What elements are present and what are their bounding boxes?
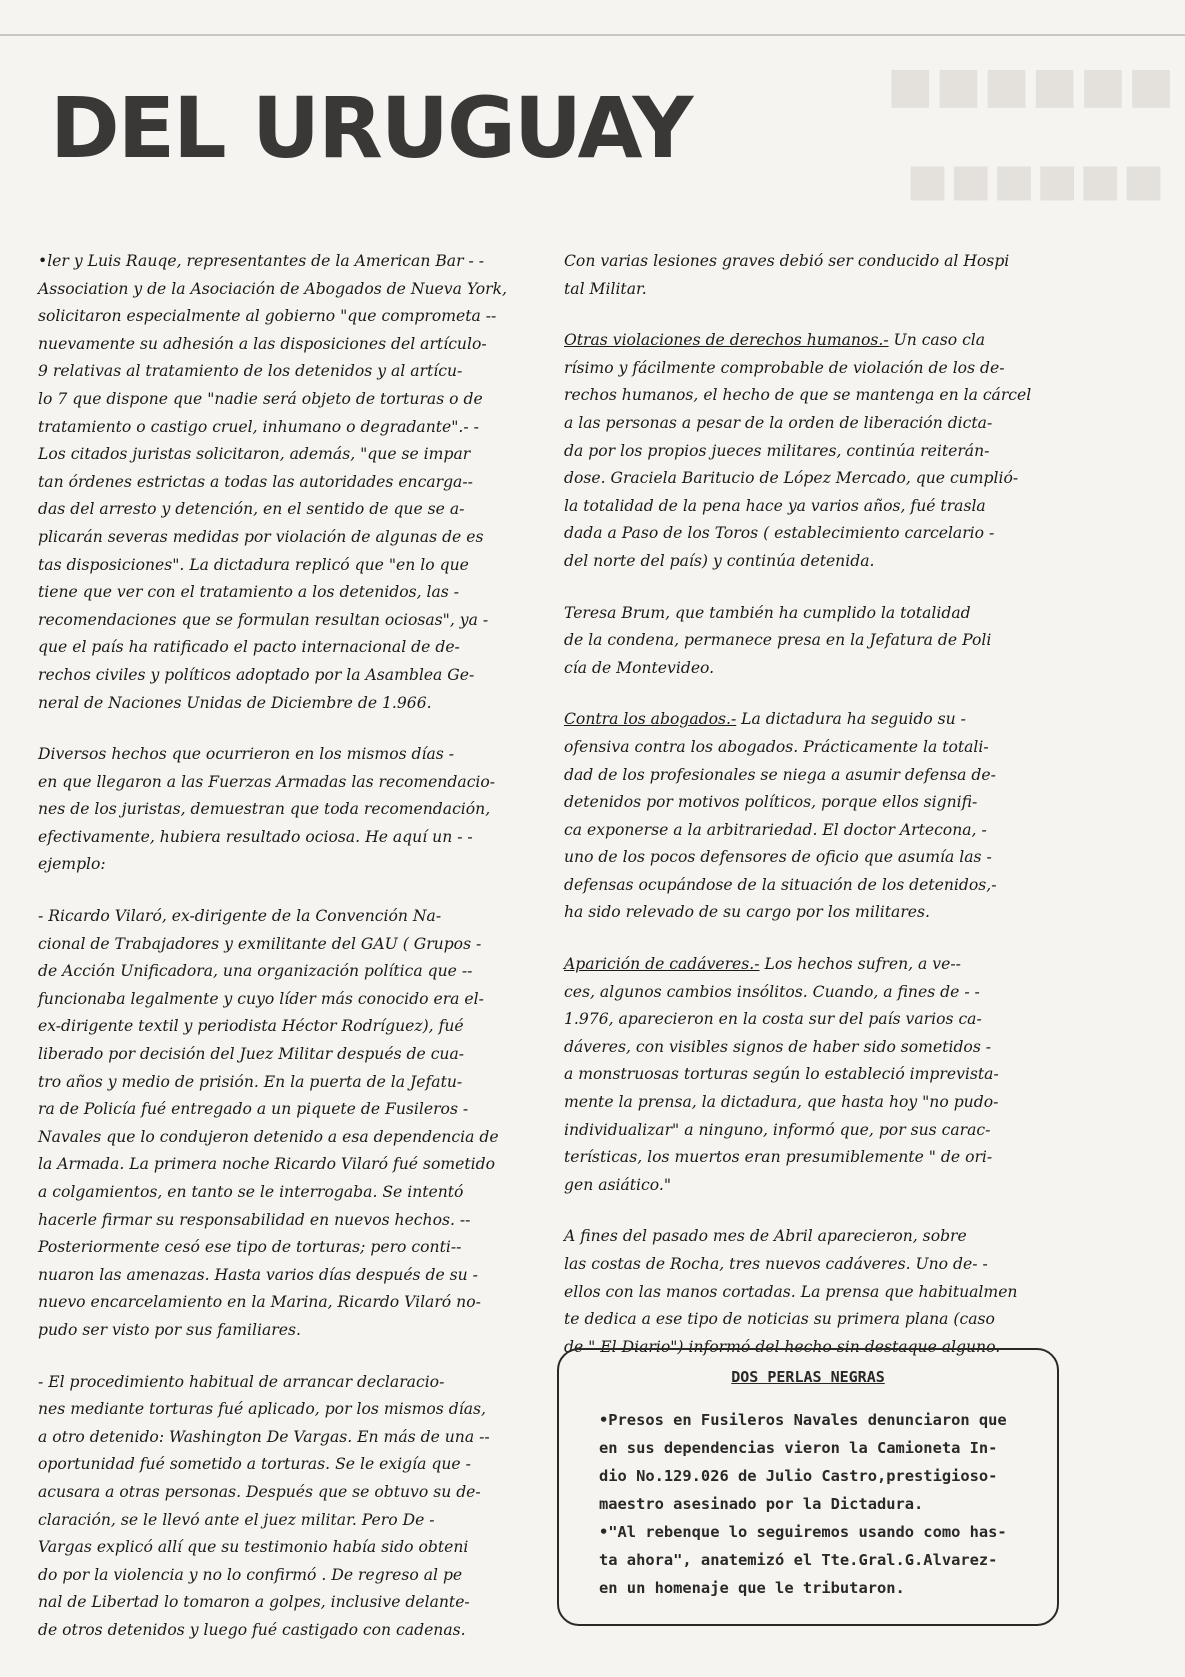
article-paragraph: Teresa Brum, que también ha cumplido la totalidad de la condena, permanece presa en la Jefatura de Poli cía de Montevideo.	[564, 603, 992, 677]
article-paragraph	[564, 951, 1089, 1199]
article-paragraph: A fines del pasado mes de Abril aparecieron, sobre las costas de Rocha, tres nuevos cadáveres. Uno de- - ellos con las manos cortadas. La prensa que habitualmen te dedica a ese tipo de noticias su primera plana (caso de " El Diario") informó del hecho sin destaque alguno.	[564, 1227, 1018, 1356]
bleed-through-text: ◼◼◼◼◼◼	[906, 150, 1165, 210]
paragraph-text: Los hechos sufren, a ve-- ces, algunos cambios insólitos. Cuando, a fines de - - 1.976, aparecieron en la costa sur del país varios ca- dáveres, con visibles signos de haber sido sometidos - a monstruosas torturas según lo estableció imprevista- mente la prensa, la dictadura, que hasta hoy "no pudo- individualizar" a ninguno, informó que, por sus carac- terísticas, los muertos eran presumiblemente " de ori- gen asiático."	[564, 955, 999, 1194]
paragraph-text: Un caso cla rísimo y fácilmente comprobable de violación de los de- rechos humanos, el hecho de que se mantenga en la cárcel a las personas a pesar de la orden de liberación dicta- da por los propios jueces militares, continúa reiterán- dose. Graciela Baritucio de López Mercado, que cumplió- la totalidad de la pena hace ya varios años, fué trasla dada a Paso de los Toros ( establecimiento carcelario - del norte del país) y continúa detenida.	[564, 331, 1032, 570]
article-paragraph: - Ricardo Vilaró, ex-dirigente de la Convención Na- cional de Trabajadores y exmilitante del GAU ( Grupos - de Acción Unificadora, una organización política que -- funcionaba legalmente y cuyo líder más conocido era el- ex-dirigente textil y periodista Héctor Rodríguez), fué liberado por decisión del Juez Militar después de cua- tro años y medio de prisión. En la puerta de la Jefatu- ra de Policía fué entregado a un piquete de Fusileros - Navales que lo condujeron detenido a esa dependencia de la Armada. La primera noche Ricardo Vilaró fué sometido a colgamientos, en tanto se le interrogaba. Se intentó hacerle firmar su responsabilidad en nuevos hechos. -- Posteriormente cesó ese tipo de torturas; pero conti-- nuaron las amenazas. Hasta varios días después de su - nuevo encarcelamiento en la Marina, Ricardo Vilaró no- pudo ser visto por sus familiares.	[38, 907, 499, 1339]
article-paragraph	[564, 327, 1089, 575]
article-paragraph: Diversos hechos que ocurrieron en los mismos días - en que llegaron a las Fuerzas Armadas las recomendacio- nes de los juristas, demuestran que toda recomendación, efectivamente, hubiera resultado ociosa. He aquí un - - ejemplo:	[38, 745, 496, 874]
paragraph-text: La dictadura ha seguido su - ofensiva contra los abogados. Prácticamente la totali- dad de los profesionales se niega a asumir defensa de- detenidos por motivos políticos, porque ellos signifi- ca exponerse a la arbitrariedad. El doctor Artecona, - uno de los pocos defensores de oficio que asumía las - defensas ocupándose de la situación de los detenidos,- ha sido relevado de su cargo por los militares.	[564, 710, 997, 922]
article-paragraph	[564, 706, 1089, 927]
headline: DEL URUGUAY	[50, 79, 692, 177]
article-paragraph: Con varias lesiones graves debió ser conducido al Hospi tal Militar.	[564, 252, 1010, 298]
left-column	[38, 248, 538, 1669]
sidebar-box	[557, 1348, 1059, 1626]
section-heading: Otras violaciones de derechos humanos.-	[564, 331, 889, 350]
article-paragraph: •ler y Luis Rauqe, representantes de la American Bar - - Association y de la Asociación de Abogados de Nueva York, solicitaron especialmente al gobierno "que comprometa -- nuevamente su adhesión a las disposiciones del artículo- 9 relativas al tratamiento de los detenidos y al artícu- lo 7 que dispone que "nadie será objeto de torturas o de tratamiento o castigo cruel, inhumano o degradante".- - Los citados juristas solicitaron, además, "que se impar tan órdenes estrictas a todas las autoridades encarga-- das del arresto y detención, en el sentido de que se a- plicarán severas medidas por violación de algunas de es tas disposiciones". La dictadura replicó que "en lo que tiene que ver con el tratamiento a los detenidos, las - recomendaciones que se formulan resultan ociosas", ya - que el país ha ratificado el pacto internacional de de- rechos civiles y políticos adoptado por la Asamblea Ge- neral de Naciones Unidas de Diciembre de 1.966.	[38, 252, 508, 712]
section-heading: Aparición de cadáveres.-	[564, 955, 760, 974]
page-top-edge	[0, 34, 1185, 36]
box-text: •Presos en Fusileros Navales denunciaron que en sus dependencias vieron la Camioneta In- dio No.129.026 de Julio Castro,prestigioso- maestro asesinado por la Dictadura. •"Al rebenque lo seguiremos usando como has- ta ahora", anatemizó el Tte.Gral.G.Alvarez- en un homenaje que le tributaron.	[599, 1411, 1007, 1597]
bleed-through-text: ◼◼◼◼◼◼	[886, 50, 1175, 118]
right-column	[564, 248, 1089, 1385]
box-title: DOS PERLAS NEGRAS	[731, 1368, 885, 1386]
section-heading: Contra los abogados.-	[564, 710, 737, 729]
article-paragraph: - El procedimiento habitual de arrancar declaracio- nes mediante torturas fué aplicado, por los mismos días, a otro detenido: Washington De Vargas. En más de una -- oportunidad fué sometido a torturas. Se le exigía que - acusara a otras personas. Después que se obtuvo su de- claración, se le llevó ante el juez militar. Pero De - Vargas explicó allí que su testimonio había sido obteni do por la violencia y no lo confirmó . De regreso al pe nal de Libertad lo tomaron a golpes, inclusive delante- de otros detenidos y luego fué castigado con cadenas.	[38, 1372, 490, 1639]
